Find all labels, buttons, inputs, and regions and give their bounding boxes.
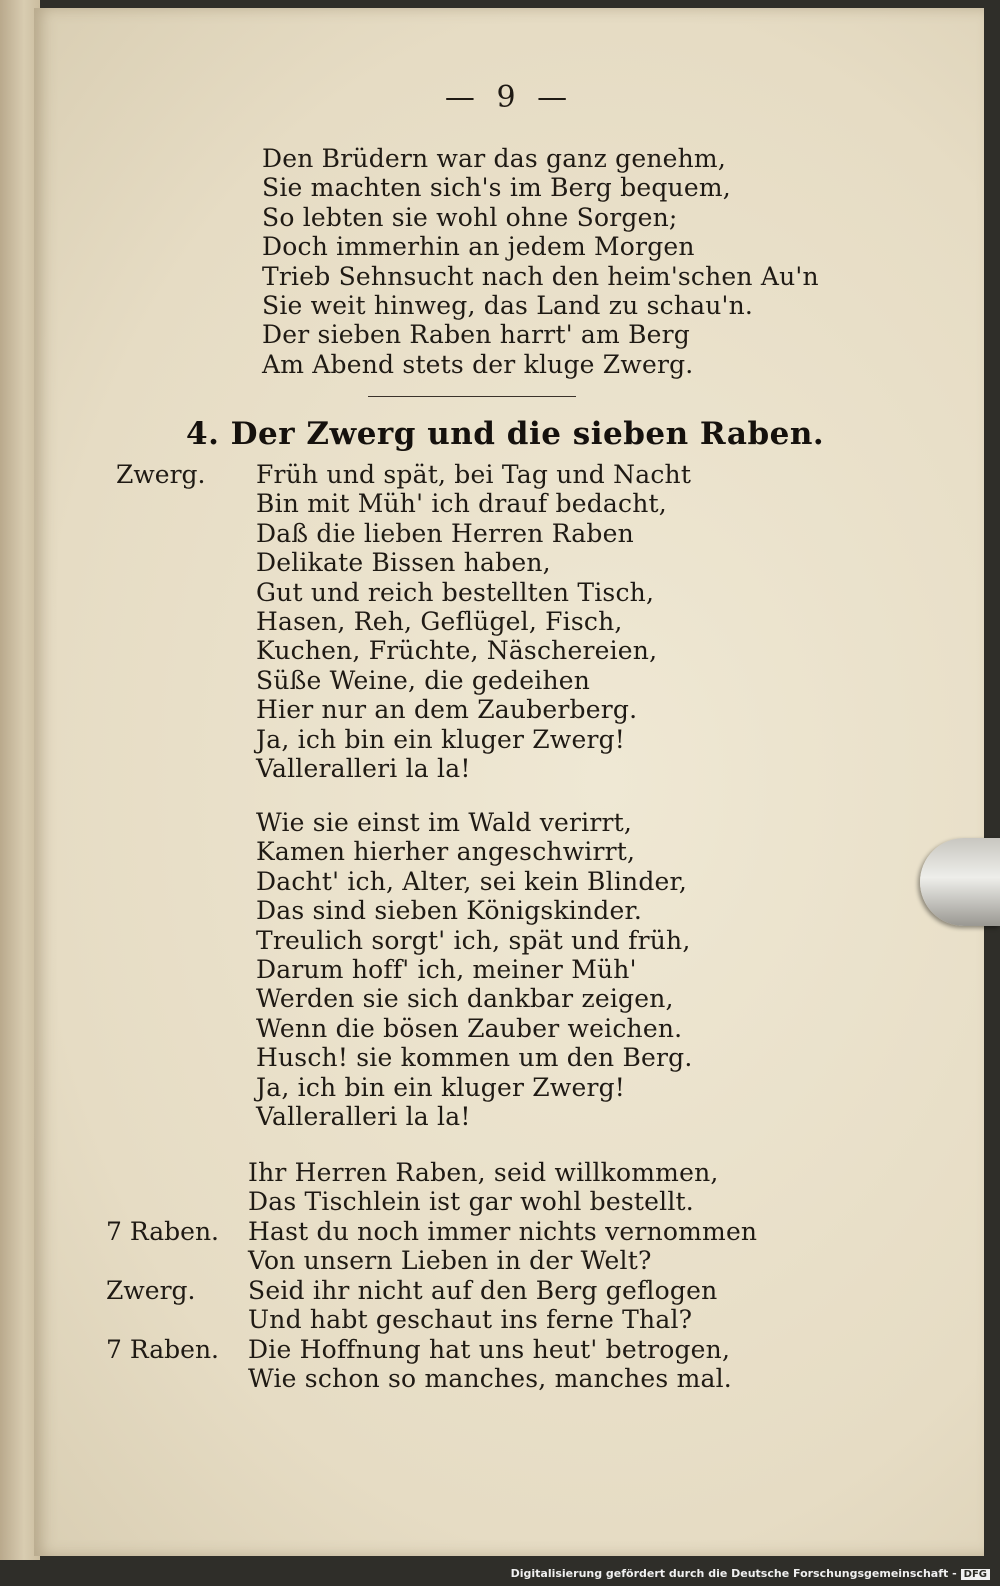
footer-text: Digitalisierung gefördert durch die Deutsche Forschungsgemeinschaft - <box>510 1567 957 1580</box>
verse-line: Am Abend stets der kluge Zwerg. <box>262 349 694 379</box>
verse-line: Ja, ich bin ein kluger Zwerg! <box>256 724 626 754</box>
verse-line: Die Hoffnung hat uns heut' betrogen, <box>248 1335 731 1364</box>
verse-line: Wie schon so manches, manches mal. <box>248 1364 732 1394</box>
dfg-logo: DFG <box>961 1569 990 1580</box>
verse-line: Das sind sieben Königskinder. <box>256 896 643 926</box>
speaker-label: Zwerg. <box>116 460 206 489</box>
speaker-label: Zwerg. <box>106 1276 196 1305</box>
page-clip-tab <box>920 838 1000 926</box>
verse-line: Seid ihr nicht auf den Berg geflogen <box>248 1276 718 1305</box>
verse-line: Kuchen, Früchte, Näschereien, <box>256 636 658 666</box>
verse-line: Wenn die bösen Zauber weichen. <box>256 1013 683 1043</box>
verse-line: Bin mit Müh' ich drauf bedacht, <box>256 489 667 519</box>
verse-line: Das Tischlein ist gar wohl bestellt. <box>248 1187 694 1217</box>
verse-line: Delikate Bissen haben, <box>256 548 551 578</box>
verse-line: Valleralleri la la! <box>256 754 471 784</box>
speaker-label: 7 Raben. <box>106 1217 220 1246</box>
verse-line: Früh und spät, bei Tag und Nacht <box>256 460 692 489</box>
stanza-one <box>256 460 691 783</box>
verse-line: Sie machten sich's im Berg bequem, <box>262 173 731 203</box>
verse-line: Doch immerhin an jedem Morgen <box>262 232 695 262</box>
verse-line: Gut und reich bestellten Tisch, <box>256 577 655 607</box>
intro-stanza <box>262 144 819 379</box>
stanza-two <box>256 808 693 1131</box>
verse-line: Husch! sie kommen um den Berg. <box>256 1043 693 1073</box>
verse-line: Trieb Sehnsucht nach den heim'schen Au'n <box>262 261 819 291</box>
verse-line: Von unsern Lieben in der Welt? <box>248 1246 652 1276</box>
verse-line: Hast du noch immer nichts vernommen <box>248 1217 758 1246</box>
verse-line: Ja, ich bin ein kluger Zwerg! <box>256 1072 626 1102</box>
verse-line: Treulich sorgt' ich, spät und früh, <box>256 925 691 955</box>
verse-line: Sie weit hinweg, das Land zu schau'n. <box>262 291 754 321</box>
verse-line: Werden sie sich dankbar zeigen, <box>256 984 674 1014</box>
dialogue-greeting <box>248 1158 719 1217</box>
section-title: 4. Der Zwerg und die sieben Raben. <box>186 416 825 452</box>
dialogue-ravens-answer <box>248 1335 732 1394</box>
verse-line: Hasen, Reh, Geflügel, Fisch, <box>256 607 623 637</box>
book-page <box>34 8 984 1556</box>
page-number: — 9 — <box>444 80 574 115</box>
verse-line: So lebten sie wohl ohne Sorgen; <box>262 202 678 232</box>
dialogue-dwarf-question <box>248 1276 717 1335</box>
verse-line: Valleralleri la la! <box>256 1102 471 1132</box>
verse-line: Süße Weine, die gedeihen <box>256 665 591 695</box>
verse-line: Darum hoff' ich, meiner Müh' <box>256 955 637 985</box>
verse-line: Hier nur an dem Zauberberg. <box>256 695 638 725</box>
verse-line: Der sieben Raben harrt' am Berg <box>262 320 691 350</box>
speaker-label: 7 Raben. <box>106 1335 220 1364</box>
verse-line: Den Brüdern war das ganz genehm, <box>262 144 726 173</box>
verse-line: Und habt geschaut ins ferne Thal? <box>248 1305 693 1335</box>
verse-line: Dacht' ich, Alter, sei kein Blinder, <box>256 866 688 896</box>
dialogue-ravens-question <box>248 1217 757 1276</box>
verse-line: Kamen hierher angeschwirrt, <box>256 837 636 867</box>
section-divider <box>368 396 576 397</box>
verse-line: Wie sie einst im Wald verirrt, <box>256 808 633 837</box>
digitization-footer <box>511 1567 990 1580</box>
verse-line: Daß die lieben Herren Raben <box>256 518 634 548</box>
verse-line: Ihr Herren Raben, seid willkommen, <box>248 1158 719 1187</box>
